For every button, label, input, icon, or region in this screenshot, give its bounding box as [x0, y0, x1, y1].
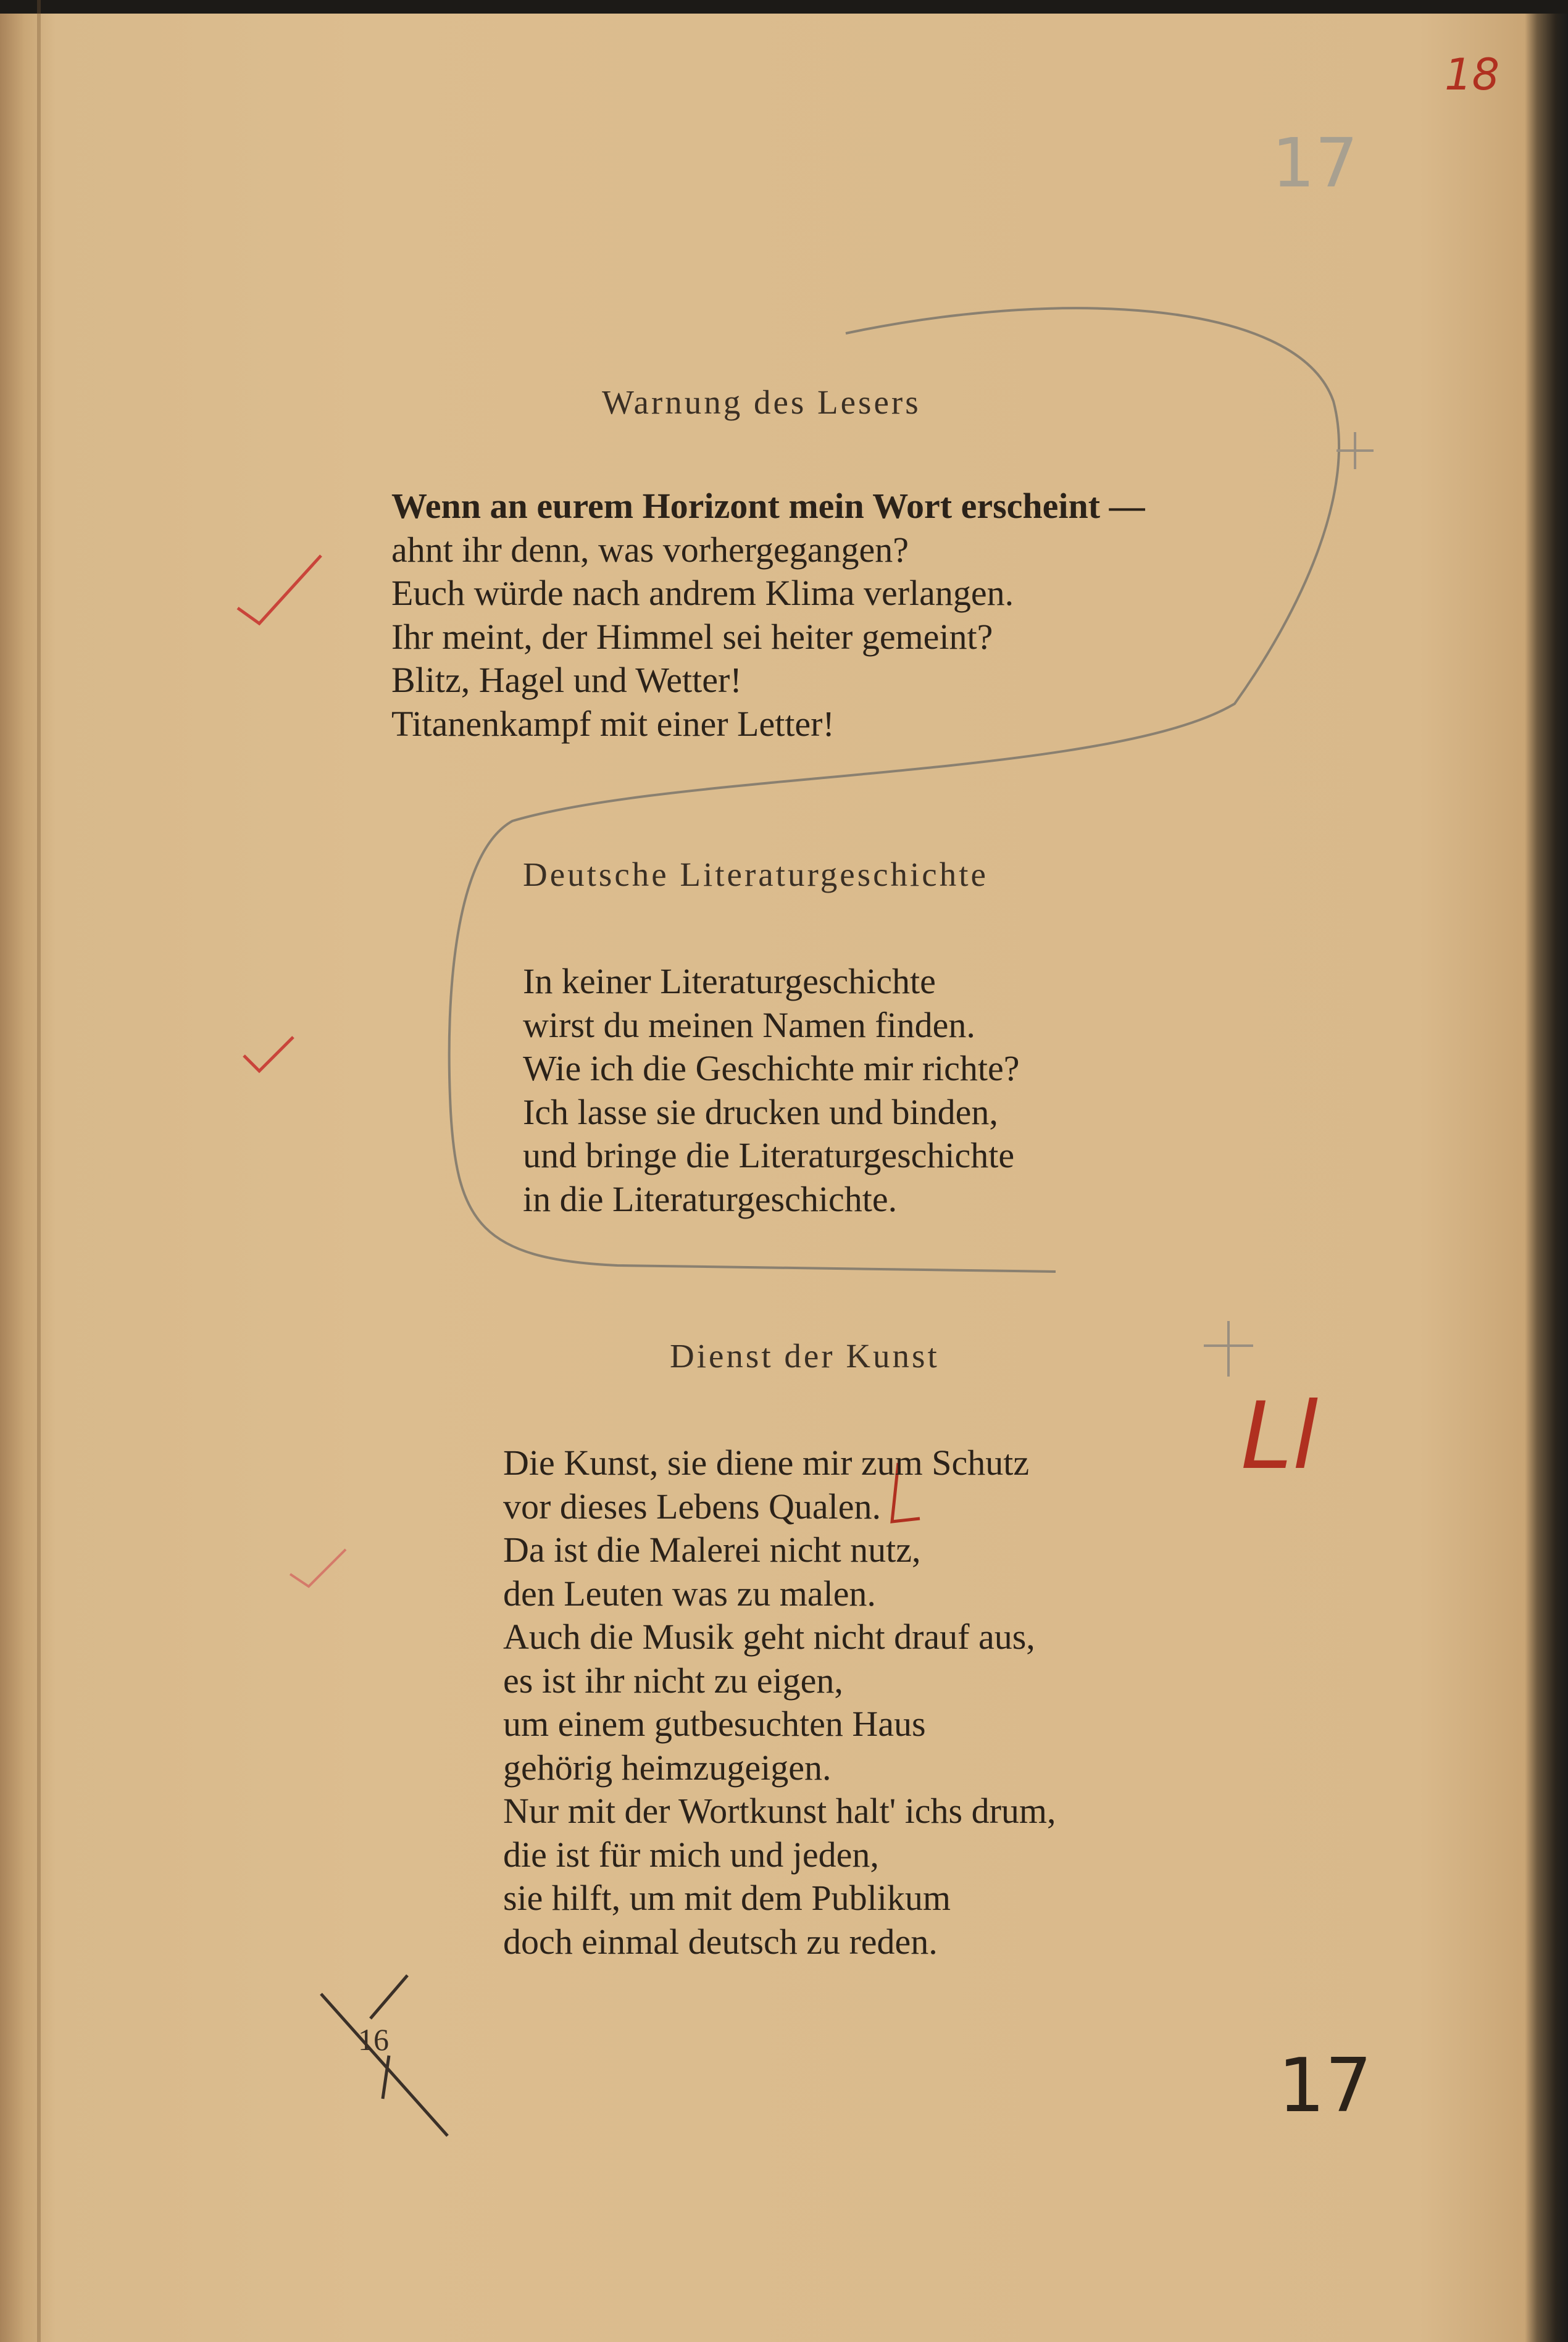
poem-line: Nur mit der Wortkunst halt' ichs drum,	[503, 1791, 1056, 1831]
poem-line: den Leuten was zu malen.	[503, 1573, 876, 1614]
poem-line: Ihr meint, der Himmel sei heiter gemeint?	[391, 616, 993, 657]
red-check-2	[244, 1037, 293, 1071]
printed-page-number: 16	[358, 2022, 389, 2057]
poem-line: Euch würde nach andrem Klima verlangen.	[391, 573, 1014, 613]
poem-line: wirst du meinen Namen finden.	[523, 1004, 975, 1045]
poem-body	[523, 960, 1019, 1221]
poem-body	[391, 485, 1145, 746]
poem-line: in die Literaturgeschichte.	[523, 1178, 898, 1219]
poem-line: Wenn an eurem Horizont mein Wort erscheint —	[391, 486, 1145, 526]
poem-title: Warnung des Lesers	[602, 383, 921, 421]
poem-line: Blitz, Hagel und Wetter!	[391, 660, 742, 700]
poem-line: die ist für mich und jeden,	[503, 1834, 879, 1875]
poem-line: ahnt ihr denn, was vorhergegangen?	[391, 529, 909, 570]
poem-line: Wie ich die Geschichte mir richte?	[523, 1048, 1020, 1088]
poem-title: Deutsche Literaturgeschichte	[523, 856, 988, 893]
red-check-1	[238, 556, 321, 623]
poem-line: es ist ihr nicht zu eigen,	[503, 1660, 843, 1701]
red-check-3	[290, 1549, 346, 1586]
poem-line: In keiner Literaturgeschichte	[523, 961, 936, 1001]
poem-body	[503, 1441, 1056, 1964]
poem-line: und bringe die Literaturgeschichte	[523, 1135, 1015, 1175]
poem-line: um einem gutbesuchten Haus	[503, 1704, 926, 1744]
pencil-plus-marks	[1204, 432, 1374, 1377]
poem-line: doch einmal deutsch zu reden.	[503, 1921, 938, 1962]
red-margin-annotation: Ll	[1241, 1383, 1319, 1490]
poem-line: Ich lasse sie drucken und binden,	[523, 1091, 998, 1132]
poem-line: Titanenkampf mit einer Letter!	[391, 703, 835, 744]
folio-number-handwritten: 18	[1445, 49, 1500, 100]
poem-line: Da ist die Malerei nicht nutz,	[503, 1530, 921, 1570]
poem-line: gehörig heimzugeigen.	[503, 1747, 832, 1788]
pencil-page-number-top: 17	[1272, 123, 1358, 202]
poem-line: sie hilft, um mit dem Publikum	[503, 1878, 951, 1918]
poem-title: Dienst der Kunst	[670, 1337, 940, 1375]
poem-line: Auch die Musik geht nicht drauf aus,	[503, 1617, 1035, 1657]
poem-line: vor dieses Lebens Qualen.	[503, 1486, 882, 1527]
poem-line: Die Kunst, sie diene mir zum Schutz	[503, 1443, 1030, 1483]
pencil-page-number-bottom: 17	[1278, 2043, 1372, 2129]
